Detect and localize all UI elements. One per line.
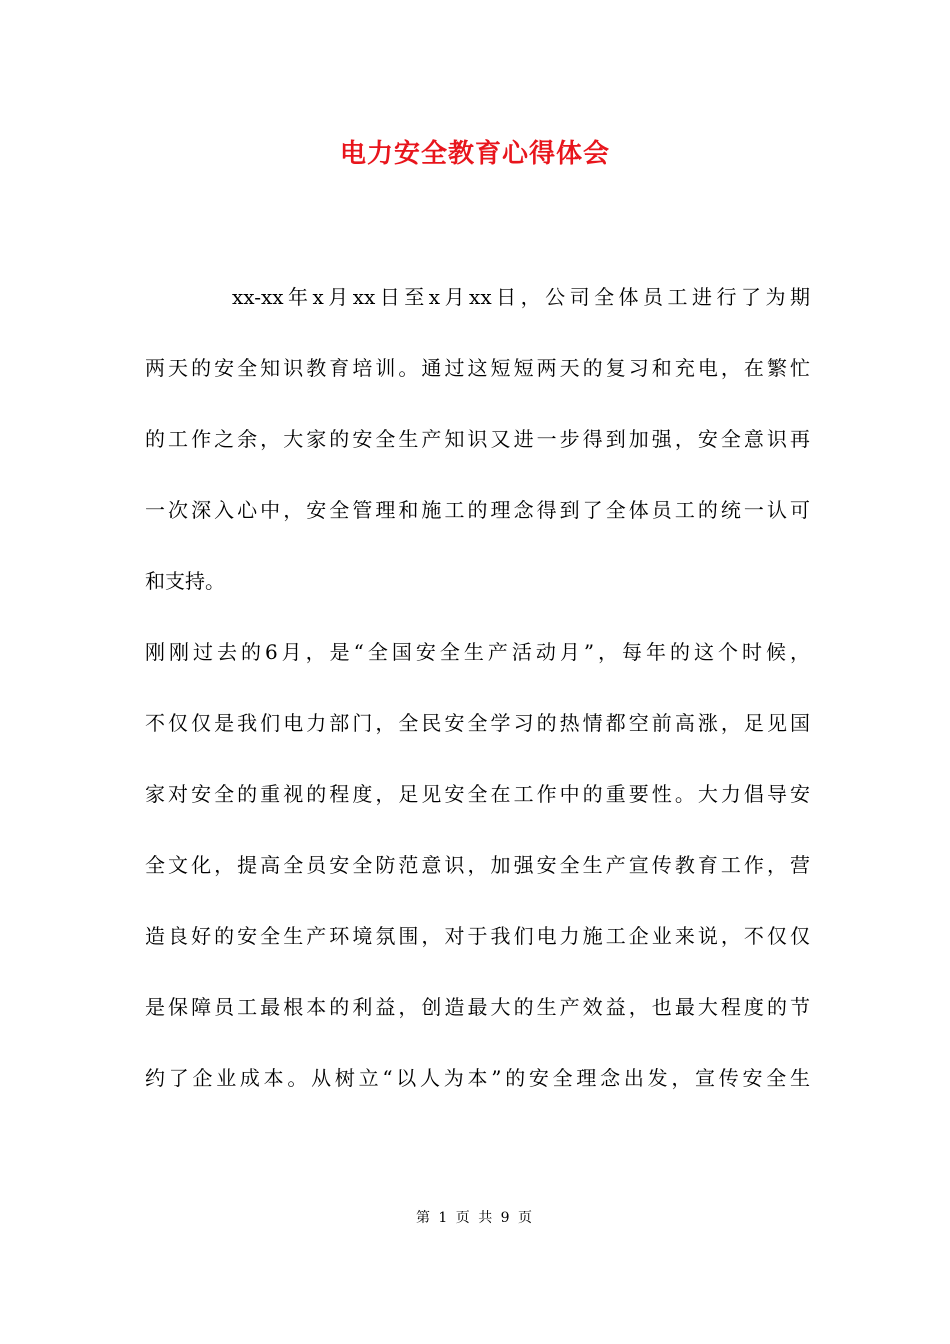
body-line: 不仅仅是我们电力部门，全民安全学习的热情都空前高涨，足见国 [145,711,810,735]
body-line: 是保障员工最根本的利益，创造最大的生产效益，也最大程度的节 [145,995,810,1019]
page-number-footer: 第 1 页 共 9 页 [415,1210,535,1226]
body-line: 造良好的安全生产环境氛围，对于我们电力施工企业来说，不仅仅 [145,924,810,948]
body-line: 家对安全的重视的程度，足见安全在工作中的重要性。大力倡导安 [145,782,810,806]
body-line: 刚刚过去的6月，是“全国安全生产活动月”，每年的这个时候， [145,640,810,664]
body-line: xx-xx年x月xx日至x月xx日，公司全体员工进行了为期 [232,285,810,309]
body-line: 的工作之余，大家的安全生产知识又进一步得到加强，安全意识再 [145,427,810,451]
body-line: 全文化，提高全员安全防范意识，加强安全生产宣传教育工作，营 [145,853,810,877]
body-line: 两天的安全知识教育培训。通过这短短两天的复习和充电，在繁忙 [145,356,810,380]
body-line: 和支持。 [145,569,225,593]
body-line: 一次深入心中，安全管理和施工的理念得到了全体员工的统一认可 [145,498,810,522]
document-title: 电力安全教育心得体会 [339,139,610,169]
body-line: 约了企业成本。从树立“以人为本”的安全理念出发，宣传安全生 [145,1066,810,1090]
